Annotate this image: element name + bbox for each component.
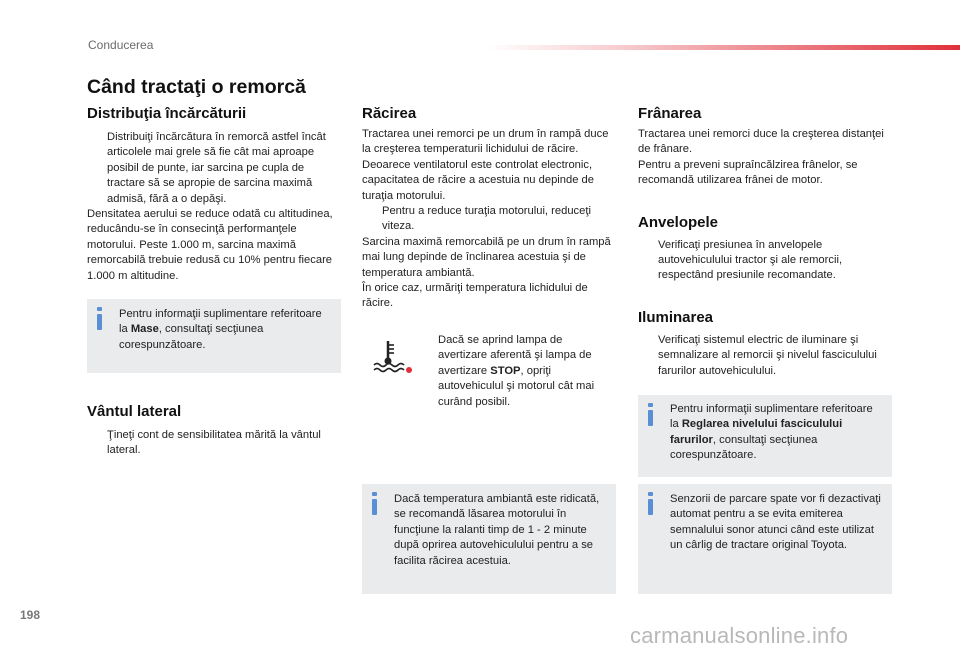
column-left [87,104,345,284]
tyres-bullet [638,238,892,284]
crosswind-heading: Vântul lateral [87,403,182,420]
bullet-text: Verificaţi presiunea în anvelopele autovehiculului tractor şi ale remorcii, respectând presiunile recomandate. [658,238,843,282]
header-accent-rule [486,45,960,50]
cooling-paragraph-4: În orice caz, urmăriţi temperatura lichidului de răcire. [362,282,588,310]
info-text: Pentru informaţii suplimentare referitoare la Mase, consultaţi secţiunea corespunzătoare. [119,308,322,351]
info-box-mass [87,299,341,373]
watermark: carmanualsonline.info [630,623,849,648]
column-middle [362,104,616,312]
info-box-headlight-levelling [638,395,892,477]
info-icon [95,307,105,329]
coolant-warning-text: Dacă se aprind lampa de avertizare aferentă şi lampa de avertizare STOP, opriţi autovehiculul şi motorul cât mai curând posibil. [438,334,595,408]
bullet-text: Verificaţi sistemul electric de iluminare şi semnalizare al remorcii şi nivelul fasciculului farurilor autovehiculului. [658,333,877,377]
coolant-temperature-icon [370,339,412,373]
info-text: Senzorii de parcare spate vor fi dezactivaţi automat pentru a se evita emiterea semnalului sonor atunci când este utilizat un cârlig de tractare original Toyota. [670,493,881,552]
info-icon [646,492,656,514]
bullet-text: Distribuiţi încărcătura în remorcă astfel încât articolele mai grele să fie cât mai aproape posibil de punte, iar sarcina pe cupla de tractare să se apropie de sarcina maximă admisă, fără a o depăşi. [107,131,326,205]
info-box-parking-sensors [638,484,892,594]
info-icon [646,403,656,425]
info-text: Dacă temperatura ambiantă este ridicată, se recomandă lăsarea motorului în funcţiune la ralanti timp de 1 - 2 minute după oprirea autovehiculului pentru a se facilita răcirea acestuia. [394,493,600,567]
crosswind-section [87,402,345,459]
column-right [638,104,892,379]
page-number: 198 [20,608,41,622]
braking-paragraph-1: Tractarea unei remorci duce la creşterea distanţei de frânare. [638,128,884,156]
braking-paragraph-2: Pentru a preveni supraîncălzirea frânelor, se recomandă utilizarea frânei de motor. [638,158,858,187]
cooling-paragraph-2: Deoarece ventilatorul este controlat electronic, capacitatea de răcire a acestuia nu depinde de turaţia motorului. [362,158,594,202]
altitude-paragraph: Densitatea aerului se reduce odată cu altitudinea, reducându-se în consecinţă performanţele motorului. Peste 1.000 m, sarcina maximă remorcabilă trebuie redusă cu 10% pentru fiecare 1.000 m altitudine. [87,208,333,282]
crosswind-bullet [87,428,345,459]
section-name: Conducerea [88,38,154,52]
info-icon [370,492,380,514]
lighting-bullet [638,333,892,379]
tyres-heading: Anvelopele [638,213,719,231]
cooling-bullet [362,204,616,235]
info-box-idle-cooling [362,484,616,594]
coolant-warning-box [362,327,616,427]
info-text: Pentru informaţii suplimentare referitoare la Reglarea nivelului fasciculului farurilor, consultaţi secţiunea corespunzătoare. [670,403,873,462]
cooling-paragraph-1: Tractarea unei remorci pe un drum în rampă duce la creşterea temperaturii lichidului de răcire. [362,128,609,156]
cooling-heading: Răcirea [362,105,417,122]
bullet-text: Ţineţi cont de sensibilitatea mărită la vântul lateral. [107,429,321,457]
braking-heading: Frânarea [638,105,702,122]
lighting-heading: Iluminarea [638,308,714,326]
coolant-warning-bullet [418,333,604,410]
bullet-text: Pentru a reduce turaţia motorului, reduceţi viteza. [382,205,591,233]
load-distribution-heading: Distribuţia încărcăturii [87,105,247,122]
page-title: Când tractaţi o remorcă [87,76,306,98]
load-distribution-bullet [87,130,345,207]
cooling-paragraph-3: Sarcina maximă remorcabilă pe un drum în rampă mai lung depinde de înclinarea acestuia şi de temperatura ambiantă. [362,235,611,279]
